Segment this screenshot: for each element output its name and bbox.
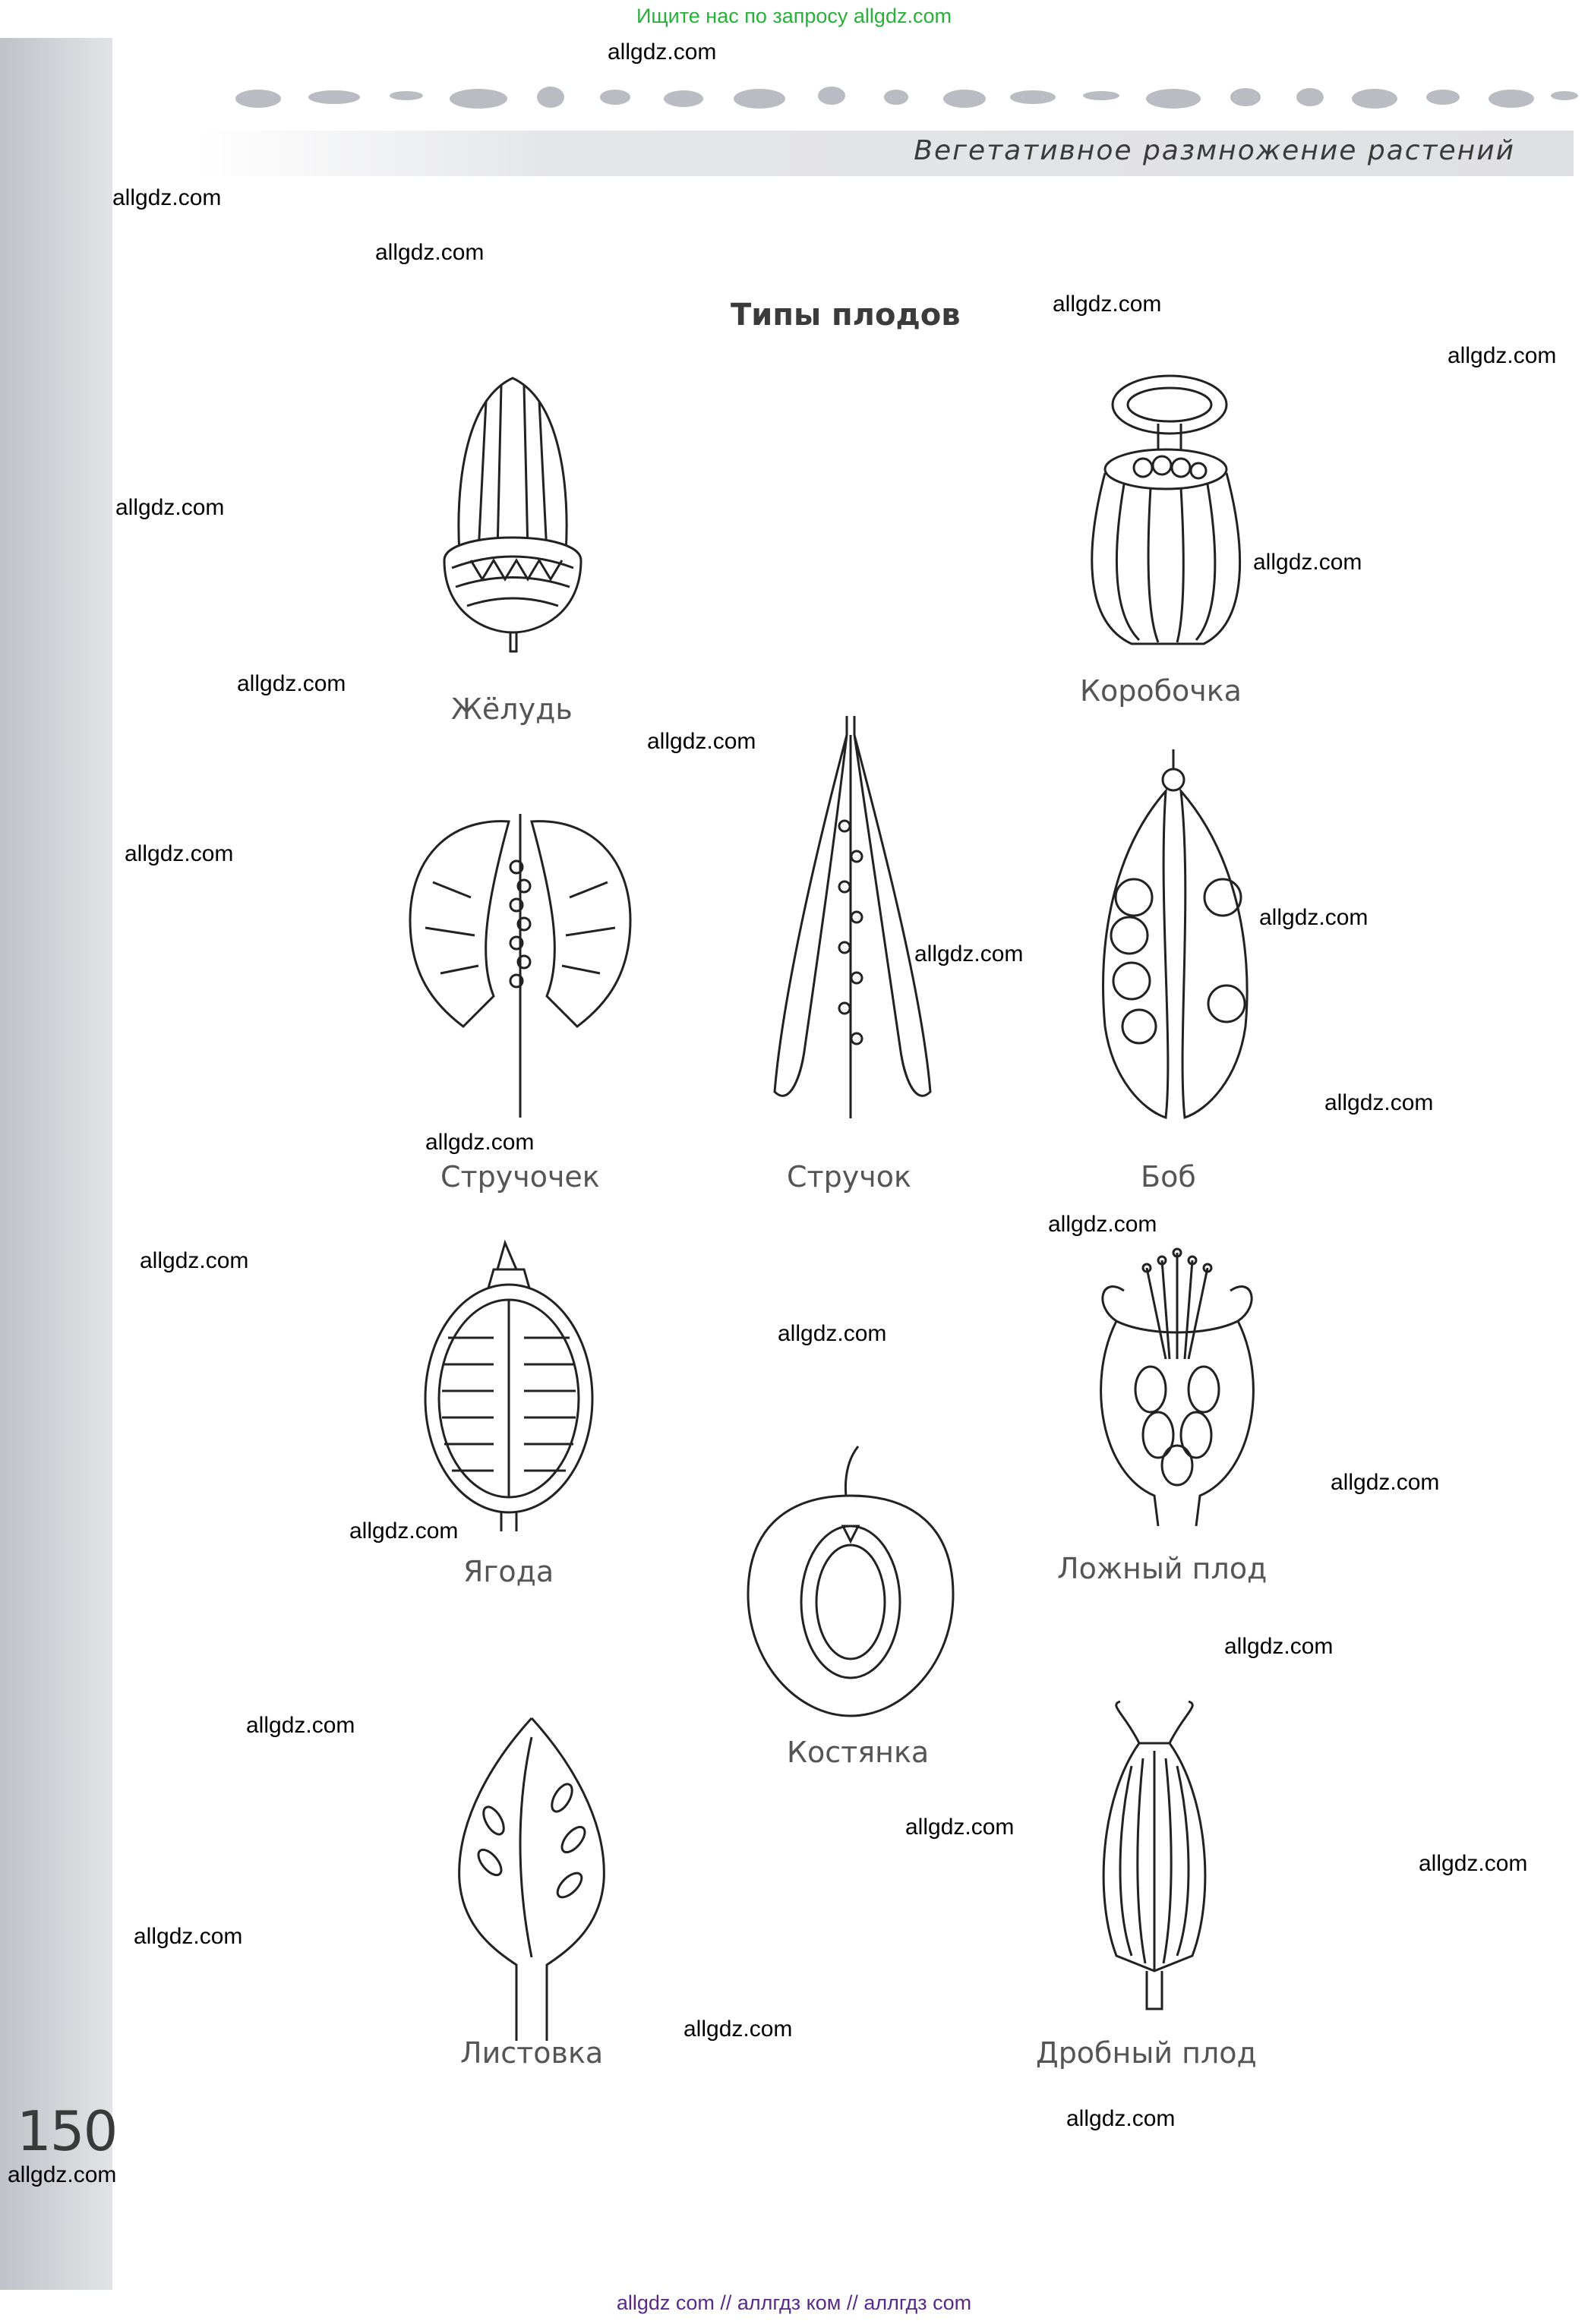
label-capsule: Коробочка — [1080, 674, 1242, 708]
watermark: allgdz.com — [8, 2162, 117, 2187]
watermark: allgdz.com — [349, 1518, 459, 1544]
watermark: allgdz.com — [375, 240, 485, 265]
watermark: allgdz.com — [1224, 1634, 1334, 1659]
watermark: allgdz.com — [125, 841, 234, 866]
false-fruit-illustration — [1086, 1245, 1268, 1534]
follicle-illustration — [448, 1714, 615, 2048]
label-silique: Стручок — [787, 1160, 911, 1194]
watermark: allgdz.com — [237, 671, 346, 696]
promo-banner-top[interactable]: Ищите нас по запросу allgdz.com — [636, 5, 952, 27]
watermark: allgdz.com — [140, 1248, 249, 1273]
watermark: allgdz.com — [684, 2017, 793, 2042]
silicle-illustration — [403, 806, 638, 1125]
label-schizocarp: Дробный плод — [1036, 2036, 1257, 2070]
watermark: allgdz.com — [914, 941, 1024, 966]
watermark: allgdz.com — [112, 185, 222, 210]
label-silicle: Стручочек — [440, 1160, 600, 1194]
watermark: allgdz.com — [1253, 550, 1362, 575]
silique-illustration — [759, 712, 949, 1122]
watermark: allgdz.com — [1066, 2106, 1176, 2131]
berry-illustration — [418, 1239, 600, 1535]
capsule-illustration — [1071, 371, 1261, 651]
label-berry: Ягода — [463, 1555, 554, 1588]
label-acorn: Жёлудь — [451, 692, 573, 726]
watermark: allgdz.com — [1331, 1470, 1440, 1495]
watermark: allgdz.com — [1053, 292, 1162, 317]
animal-silhouettes-strip — [228, 74, 1580, 120]
watermark: allgdz.com — [647, 729, 756, 754]
watermark: allgdz.com — [1419, 1851, 1528, 1876]
watermark: allgdz.com — [1048, 1212, 1157, 1237]
label-follicle: Листовка — [460, 2036, 604, 2070]
watermark: allgdz.com — [778, 1321, 887, 1346]
promo-banner-footer[interactable]: allgdz com // аллгдз ком // аллгдз com — [616, 2291, 972, 2314]
label-drupe: Костянка — [787, 1736, 930, 1769]
legume-illustration — [1082, 746, 1272, 1125]
schizocarp-illustration — [1078, 1698, 1230, 2017]
page-number: 150 — [17, 2099, 117, 2163]
chapter-title: Вегетативное размножение растений — [914, 135, 1515, 166]
watermark: allgdz.com — [134, 1924, 243, 1949]
watermark: allgdz.com — [905, 1815, 1015, 1840]
watermark: allgdz.com — [425, 1130, 535, 1155]
watermark: allgdz.com — [1448, 343, 1557, 368]
watermark: allgdz.com — [1324, 1090, 1434, 1115]
label-false-fruit: Ложный плод — [1057, 1552, 1268, 1585]
watermark: allgdz.com — [115, 495, 225, 520]
acorn-illustration — [425, 371, 600, 659]
page-title: Типы плодов — [731, 298, 961, 333]
left-margin-bar — [0, 38, 112, 2290]
drupe-illustration — [737, 1443, 964, 1723]
label-legume: Боб — [1141, 1160, 1196, 1194]
watermark: allgdz.com — [246, 1713, 355, 1738]
watermark: allgdz.com — [608, 39, 717, 65]
watermark: allgdz.com — [1259, 905, 1369, 930]
